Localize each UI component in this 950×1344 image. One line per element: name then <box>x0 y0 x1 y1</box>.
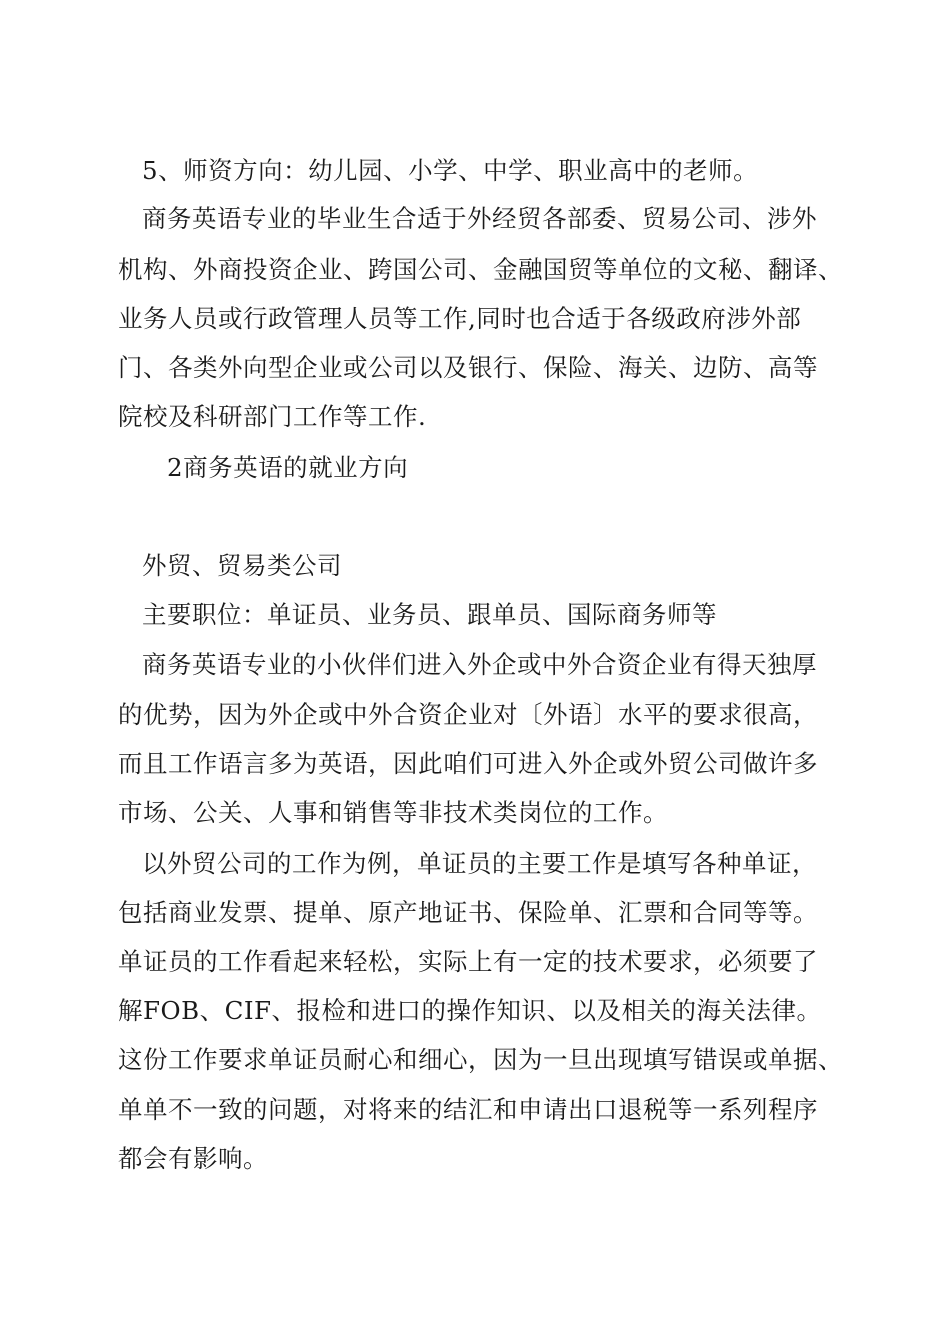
paragraph-line: 都会有影响。 <box>118 1144 268 1173</box>
paragraph-line: 单单不一致的问题，对将来的结汇和申请出口退税等一系列程序 <box>118 1095 818 1124</box>
paragraph-line: 解FOB、CIF、报检和进口的操作知识、以及相关的海关法律。 <box>118 996 822 1025</box>
paragraph-line: 主要职位：单证员、业务员、跟单员、国际商务师等 <box>142 600 717 629</box>
paragraph-line: 而且工作语言多为英语，因此咱们可进入外企或外贸公司做许多 <box>118 749 818 778</box>
paragraph-line: 院校及科研部门工作等工作. <box>118 402 427 431</box>
paragraph-line: 单证员的工作看起来轻松，实际上有一定的技术要求，必须要了 <box>118 947 818 976</box>
paragraph-line: 5、师资方向：幼儿园、小学、中学、职业高中的老师。 <box>142 156 759 185</box>
paragraph-line: 的优势，因为外企或中外合资企业对〔外语〕水平的要求很高， <box>118 700 818 729</box>
paragraph-line: 商务英语专业的小伙伴们进入外企或中外合资企业有得天独厚 <box>142 650 817 679</box>
paragraph-line: 门、各类外向型企业或公司以及银行、保险、海关、边防、高等 <box>118 353 818 382</box>
paragraph-line: 机构、外商投资企业、跨国公司、金融国贸等单位的文秘、翻译、 <box>118 255 843 284</box>
paragraph-line: 包括商业发票、提单、原产地证书、保险单、汇票和合同等等。 <box>118 898 818 927</box>
section-heading: 2商务英语的就业方向 <box>167 453 409 482</box>
paragraph-line: 这份工作要求单证员耐心和细心，因为一旦出现填写错误或单据、 <box>118 1045 843 1074</box>
paragraph-line: 以外贸公司的工作为例，单证员的主要工作是填写各种单证， <box>142 849 817 878</box>
paragraph-line: 商务英语专业的毕业生合适于外经贸各部委、贸易公司、涉外 <box>142 204 817 233</box>
subsection-heading: 外贸、贸易类公司 <box>142 551 342 580</box>
paragraph-line: 业务人员或行政管理人员等工作,同时也合适于各级政府涉外部 <box>118 304 802 333</box>
paragraph-line: 市场、公关、人事和销售等非技术类岗位的工作。 <box>118 798 668 827</box>
